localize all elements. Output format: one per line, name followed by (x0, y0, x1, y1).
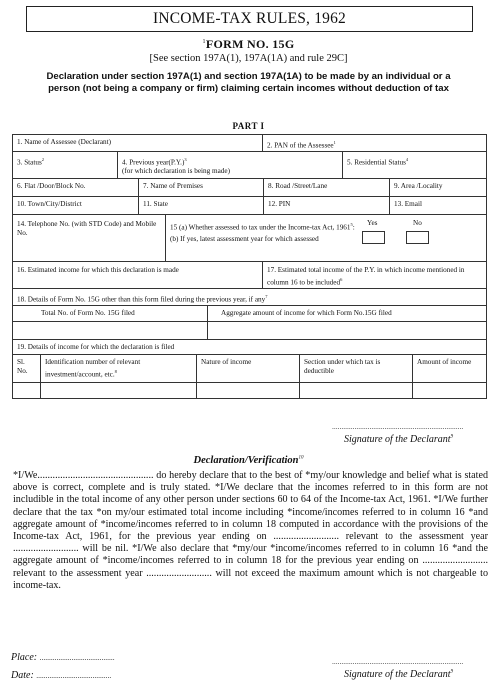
field-area[interactable]: 9. Area /Locality (389, 179, 486, 196)
field-telephone[interactable]: 14. Telephone No. (with STD Code) and Mobile No. (17, 220, 157, 237)
field-pin[interactable]: 12. PIN (263, 197, 389, 214)
place-field[interactable]: Place: ........................................ (11, 652, 115, 663)
field-email[interactable]: 13. Email (389, 197, 486, 214)
field-other-forms: 18. Details of Form No. 15G other than this form filed during the previous year, if any$^7$ (17, 294, 268, 304)
table-cell[interactable] (196, 383, 299, 398)
footer-signature-label: Signature of the Declarant$^9$ (344, 669, 454, 680)
form-table (12, 134, 487, 399)
income-details-heading: 19. Details of income for which the declaration is filed (17, 343, 175, 351)
yes-checkbox[interactable] (362, 231, 385, 244)
field-pan[interactable]: 2. PAN of the Assessee$^1$ (262, 135, 486, 151)
footer-signature-line: ...................................................................... (332, 657, 464, 666)
col-sl-no: Sl. No. (17, 358, 28, 375)
signature-label: Signature of the Declarant$^9$ (344, 434, 454, 445)
declaration-title: Declaration/Verification$^{10}$ (193, 455, 304, 466)
field-road[interactable]: 8. Road /Street/Lane (263, 179, 389, 196)
field-total-income[interactable]: 17. Estimated total income of the P.Y. in which income mentioned in column 16 to be included$^6$ (262, 262, 486, 288)
table-cell[interactable] (299, 383, 412, 398)
table-cell[interactable] (412, 383, 486, 398)
field-premises[interactable]: 7. Name of Premises (138, 179, 263, 196)
table-cell[interactable] (13, 383, 40, 398)
field-previous-year[interactable]: 4. Previous $year(P.Y.)^3$ (for which declaration is being made) (117, 152, 342, 178)
table-cell[interactable] (40, 383, 196, 398)
field-assessed: 15 (a) Whether assessed to tax under the Income-tax Act, 1961$^5$: (b) If yes, latest assessment year for which assessed Yes No (165, 215, 486, 261)
form-heading: Declaration under section 197A(1) and section 197A(1A) to be made by an individual or a person (not being a company or firm) claiming certain incomes without deduction of tax (46, 71, 451, 94)
signature-line: ...................................................................... (332, 422, 464, 431)
total-forms-input[interactable] (13, 322, 207, 339)
col-identification: Identification number of relevant investment/account, etc.$^8$ (40, 355, 196, 382)
field-status[interactable]: 3. Status$^2$ (17, 157, 45, 167)
section-reference: [See section 197A(1), 197A(1A) and rule 29C] (149, 53, 348, 64)
field-town[interactable]: 10. Town/City/District (17, 200, 82, 208)
total-forms-label: Total No. of Form No. 15G filed (41, 309, 135, 317)
no-checkbox[interactable] (406, 231, 429, 244)
field-name[interactable]: 1. Name of Assessee (Declarant) (17, 138, 111, 146)
col-amount: Amount of income (412, 355, 486, 382)
declaration-text: *I/We.............................................. do hereby declare that to the best of *my/our knowledge and belief what is stated above is correct, complete and is truly stated. *I/We declare that the incomes referred to in this form are not includible in the total income of any other person under sections 60 to 64 of the Income-tax Act, 1961. *I/We further declare that the tax *on my/our estimated total income including *income/incomes referred to in column 16 *and aggregate amount of *income/incomes referred to in column 18 computed in accordance with the provisions of the Income-tax Act, 1961, for the previous year ending on .......................... relevant to the assessment year .......................... will be nil. *I/We also declare that *my/our *income/incomes referred to in column 16 *and the aggregate amount of *income/incomes referred to in column 18 for the previous year ending on .......................... relevant to the assessment year .......................... will not exceed the maximum amount which is not chargeable to income-tax. (13, 470, 488, 591)
aggregate-amount-input[interactable] (207, 322, 486, 339)
field-state[interactable]: 11. State (138, 197, 263, 214)
form-number: $^1$FORM NO. 15G (202, 37, 295, 51)
date-field[interactable]: Date: ........................................ (11, 670, 112, 681)
field-flat[interactable]: 6. Flat /Door/Block No. (17, 182, 86, 190)
field-estimated-income[interactable]: 16. Estimated income for which this declaration is made (17, 266, 179, 274)
col-nature: Nature of income (196, 355, 299, 382)
aggregate-amount-label: Aggregate amount of income for which Form No.15G filed (207, 306, 486, 321)
form-title: INCOME-TAX RULES, 1962 (26, 6, 473, 32)
col-section: Section under which tax is deductible (299, 355, 412, 382)
field-residential-status[interactable]: 5. Residential Status$^4$ (342, 152, 486, 178)
part-label: PART I (232, 121, 265, 131)
